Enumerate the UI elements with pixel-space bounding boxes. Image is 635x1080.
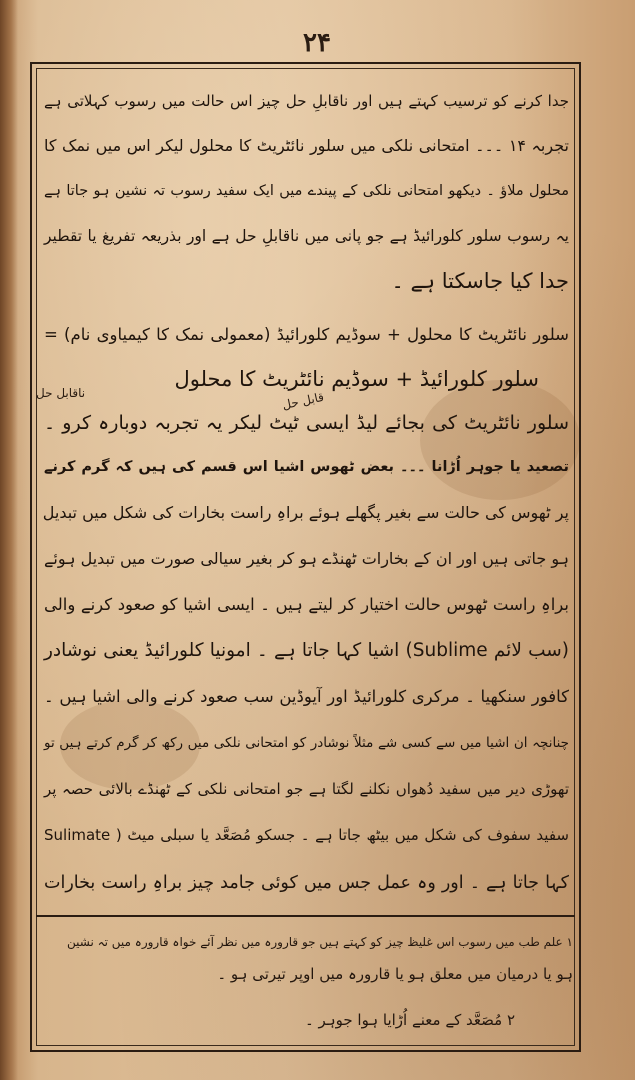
text-line: سفید سفوف کی شکل میں بیٹھ جاتا ہے ۔ جسکو مُصَعَّد یا سبلی میٹ ( Sulimate bbox=[44, 826, 569, 844]
page-binding-shadow bbox=[0, 0, 18, 1080]
margin-note: ناقابل حل bbox=[36, 386, 86, 400]
text-line: ہو جاتی ہیں اور ان کے بخارات ٹھنڈے ہو کر بغیر سیالی صورت میں تبدیل ہوئے bbox=[44, 549, 569, 568]
text-line: جدا کیا جاسکتا ہے ۔ bbox=[391, 269, 569, 293]
page-number: ۲۴ bbox=[303, 28, 331, 58]
text-line: یہ رسوب سلور کلورائیڈ ہے جو پانی میں ناقابلِ حل ہے اور بذریعہ تفریغ یا تقطیر bbox=[44, 227, 569, 245]
text-line: (سب لائم Sublime) اشیا کہا جاتا ہے ۔ امونیا کلورائیڈ یعنی نوشادر bbox=[44, 640, 569, 661]
text-line: تھوڑی دیر میں سفید دُھواں نکلنے لگتا ہے جو امتحانی نلکی کے ٹھنڈے بالائی حصہ پر bbox=[44, 780, 569, 798]
text-line: پر ٹھوس کی حالت سے بغیر پگھلے ہوئے براہِ راست بخارات کی شکل میں تبدیل bbox=[42, 503, 569, 522]
equation-line: سلور نائٹریٹ کا محلول + سوڈیم کلورائیڈ (معمولی نمک کا کیمیاوی نام) = bbox=[44, 325, 569, 344]
footnote: ۲ مُصَعَّد کے معنے اُڑایا ہوا جوہر ۔ bbox=[304, 1011, 515, 1029]
equation-result-line: سلور کلورائیڈ + سوڈیم نائٹریٹ کا محلول bbox=[174, 367, 539, 391]
text-line: کافور سنکھیا ۔ مرکری کلورائیڈ اور آیوڈین سب صعود کرنے والی اشیا ہیں ۔ bbox=[44, 687, 569, 706]
footnote: ہو یا درمیان میں معلق ہو یا قارورہ میں اوپر تیرتی ہو ۔ bbox=[217, 965, 573, 983]
text-line: چنانچہ ان اشیا میں سے کسی شے مثلاً نوشادر کو امتحانی نلکی میں رکھ کر گرم کرتے ہیں تو bbox=[44, 735, 569, 751]
text-line: تجربہ ۱۴ ۔۔۔ امتحانی نلکی میں سلور نائٹریٹ کا محلول لیکر اس میں نمک کا bbox=[44, 136, 569, 155]
section-heading-line: تصعید یا جوہر اُڑانا ۔۔۔ بعض ٹھوس اشیا اس قسم کی ہیں کہ گرم کرنے bbox=[44, 459, 569, 475]
footnote: ۱ علم طب میں رسوب اس غلیظ چیز کو کہتے ہیں جو قارورہ میں نظر آئے خواہ قارورہ میں تہ نشین bbox=[67, 935, 573, 949]
text-line: جدا کرنے کو ترسیب کہتے ہیں اور ناقابلِ حل چیز اس حالت میں رسوب کہلاتی ہے bbox=[44, 92, 569, 110]
footnote-divider bbox=[36, 915, 575, 917]
margin-note: قابل حل bbox=[281, 389, 326, 413]
text-line: سلور نائٹریٹ کی بجائے لیڈ ایسی ٹیٹ لیکر یہ تجربہ دوبارہ کرو ۔ bbox=[44, 412, 569, 434]
text-line: براہِ راست ٹھوس حالت اختیار کر لیتے ہیں ۔ ایسی اشیا کو صعود کرنے والی bbox=[44, 595, 569, 614]
text-line: محلول ملاؤ ۔ دیکھو امتحانی نلکی کے پیندے میں ایک سفید رسوب تہ نشین ہو جاتا ہے bbox=[44, 183, 569, 199]
text-line: کہا جاتا ہے ۔ اور وہ عمل جس میں کوئی جامد چیز براہِ راست بخارات bbox=[44, 873, 569, 893]
